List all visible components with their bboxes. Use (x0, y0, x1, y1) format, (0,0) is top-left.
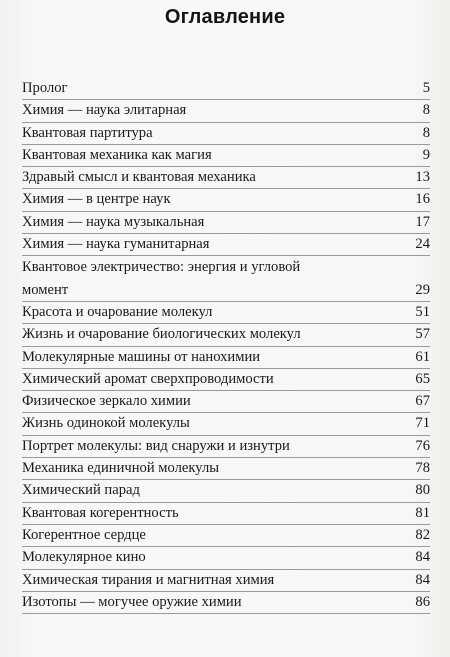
toc-entry (22, 458, 430, 480)
toc-entry (22, 212, 430, 234)
toc-entry-label: Квантовая механика как магия (22, 146, 212, 163)
toc-entry-page: 84 (415, 549, 430, 566)
toc-entry-label: Квантовая партитура (22, 124, 153, 141)
toc-entry-prologue (22, 78, 430, 100)
toc-entry-page: 8 (422, 124, 430, 141)
toc-entry-page: 9 (422, 146, 430, 163)
toc-entry-page: 65 (415, 370, 430, 387)
toc-entry-label: Молекулярное кино (22, 549, 146, 566)
toc-entry-label: Химия — наука элитарная (22, 102, 187, 119)
toc-entry-label: Молекулярные машины от нанохимии (22, 348, 261, 365)
toc-entry-page: 17 (415, 213, 430, 230)
toc-entry-label: Красота и очарование молекул (22, 303, 213, 320)
toc-entry (22, 234, 430, 256)
toc-entry-label: Пролог (22, 80, 68, 96)
toc-entry-label: Химия — в центре наук (22, 191, 171, 208)
toc-entry-page: 24 (415, 236, 430, 253)
toc-entry (22, 347, 430, 369)
toc-entry-label: Химический парад (22, 482, 140, 499)
toc-entry (22, 525, 430, 547)
toc-entry-page: 16 (415, 191, 430, 208)
toc-entry (22, 391, 430, 413)
toc-entry-page: 8 (422, 102, 430, 119)
toc-entry-label: Механика единичной молекулы (22, 460, 220, 477)
toc-entry (22, 436, 430, 458)
toc-entry-label: Химия — наука музыкальная (22, 213, 205, 230)
toc-entry-label: Портрет молекулы: вид снаружи и изнутри (22, 437, 290, 454)
toc-entry-page: 29 (415, 281, 430, 298)
toc-entry (22, 167, 430, 189)
toc-entry (22, 145, 430, 167)
toc-entry-page: 81 (415, 504, 430, 521)
toc-entry-label: Жизнь и очарование биологических молекул (22, 326, 301, 343)
toc-entry (22, 413, 430, 435)
toc-entry-label: Здравый смысл и квантовая механика (22, 169, 256, 186)
toc-entry-label: Физическое зеркало химии (22, 393, 191, 410)
toc-entry (22, 547, 430, 569)
toc-entry (22, 123, 430, 145)
toc-entry-label: Жизнь одинокой молекулы (22, 415, 190, 432)
toc-entry-page: 61 (415, 348, 430, 365)
toc-entry (22, 480, 430, 502)
table-of-contents (22, 78, 430, 614)
toc-entry (22, 503, 430, 525)
toc-entry-page: 57 (415, 326, 430, 343)
toc-entry-page: 84 (415, 571, 430, 588)
toc-entry (22, 592, 430, 614)
toc-entry-page: 67 (415, 393, 430, 410)
toc-entry-page: 13 (415, 169, 430, 186)
toc-entry-label: Химический аромат сверхпроводимости (22, 370, 274, 387)
toc-entry (22, 189, 430, 211)
toc-entry-page: 51 (415, 303, 430, 320)
toc-entry (22, 100, 430, 122)
toc-entry-page: 82 (415, 526, 430, 543)
toc-entry-label: Квантовая когерентность (22, 504, 179, 521)
toc-entry-label: Химия — наука гуманитарная (22, 236, 210, 253)
toc-entry-page: 76 (415, 437, 430, 454)
toc-entry-page: 78 (415, 460, 430, 477)
toc-entry-label-line2: момент (22, 281, 69, 298)
toc-entry-label: Когерентное сердце (22, 526, 146, 543)
page-title: Оглавление (164, 6, 286, 28)
toc-entry (22, 369, 430, 391)
toc-entry-page: 71 (415, 415, 430, 432)
toc-entry-page: 80 (415, 482, 430, 499)
toc-entry (22, 570, 430, 592)
toc-entry-page: 5 (422, 80, 430, 96)
toc-entry-label-line1: Квантовое электричество: энергия и угловой (22, 259, 301, 276)
toc-entry-label: Химическая тирания и магнитная химия (22, 571, 275, 588)
toc-entry (22, 256, 430, 302)
toc-entry-label: Изотопы — могучее оружие химии (22, 593, 242, 610)
toc-entry (22, 324, 430, 346)
toc-entry (22, 302, 430, 324)
toc-entry-page: 86 (415, 593, 430, 610)
